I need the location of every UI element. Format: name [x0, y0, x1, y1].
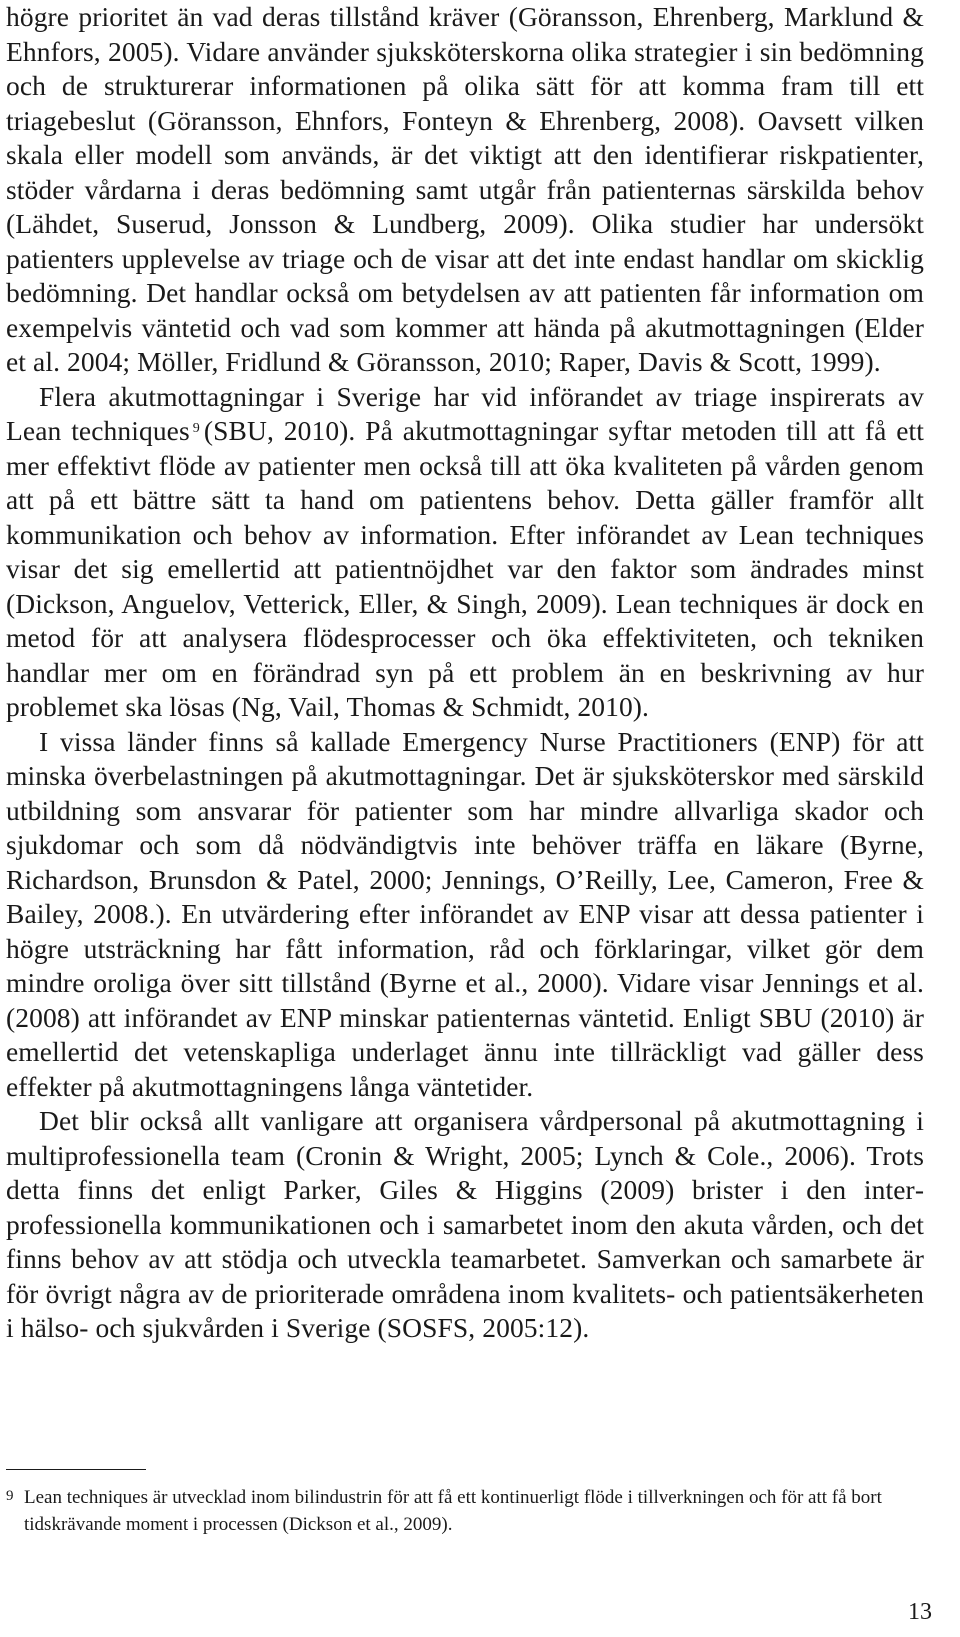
paragraph-2-start: Flera akutmottagningar i Sverige har vid införandet av triage inspirerats av Lean techniques	[6, 380, 924, 446]
footnote-text: Lean techniques är utvecklad inom bilindustrin för att få ett kontinuerligt flöde i tillverkningen och för att få bort tidskrävande moment i processen (Dickson et al., 2009).	[24, 1487, 882, 1535]
page-number: 13	[908, 1599, 932, 1625]
paragraph-2	[6, 380, 924, 725]
paragraph-3: I vissa länder finns så kallade Emergency Nurse Practitioners (ENP) för att minska överbelastningen på akutmottagningar. Det är sjuksköterskor med särskild utbildning som ansvarar för patienter som har mindre allvarliga skador och sjukdomar och som då nödvändigtvis inte behöver träffa en läkare (Byrne, Richardson, Brunsdon & Patel, 2000; Jennings, O’Reilly, Lee, Cameron, Free & Bailey, 2008.). En utvärdering efter införandet av ENP visar att dessa patienter i högre utsträckning har fått information, råd och förklaringar, vilket gör dem mindre oroliga över sitt tillstånd (Byrne et al., 2000). Vidare visar Jennings et al. (2008) att införandet av ENP minskar patienternas väntetid. Enligt SBU (2010) är emellertid det vetenskapliga underlaget ännu inte tillräckligt vad gäller dess effekter på akutmottagningens långa väntetider.	[6, 725, 924, 1102]
paragraph-1: högre prioritet än vad deras tillstånd kräver (Göransson, Ehrenberg, Marklund & Ehnfors, 2005). Vidare använder sjuksköterskorna olika strategier i sin bedömning och de strukturerar informationen på olika sätt för att komma fram till ett triagebeslut (Göransson, Ehnfors, Fonteyn & Ehrenberg, 2008). Oavsett vilken skala eller modell som används, är det viktigt att den identifierar riskpatienter, stöder vårdarna i deras bedömning samt utgår från patienternas särskilda behov (Lähdet, Suserud, Jonsson & Lundberg, 2009). Olika studier har undersökt patienters upplevelse av triage och de visar att det inte endast handlar om skicklig bedömning. Det handlar också om betydelsen av att patienten får information om exempelvis väntetid och vad som kommer att hända på akutmottagningen (Elder et al. 2004; Möller, Fridlund & Göransson, 2010; Raper, Davis & Scott, 1999).	[6, 1, 924, 377]
body-text	[6, 0, 924, 1346]
footnote-number: 9	[6, 1488, 14, 1504]
footnote-reference: 9	[192, 421, 200, 436]
footnote	[6, 1483, 924, 1538]
footnote-separator	[6, 1469, 146, 1470]
paragraph-2-rest: (SBU, 2010). På akutmottagningar syftar metoden till att få ett mer effektivt flöde av patienter men också till att öka kvaliteten på vården genom att på ett bättre sätt ta hand om patientens behov. Detta gäller framför allt kommunikation och behov av information. Efter införandet av Lean techniques visar det sig emellertid att patientnöjdhet var den faktor som ändrades minst (Dickson, Anguelov, Vetterick, Eller, & Singh, 2009). Lean techniques är dock en metod för att analysera flödesprocesser och öka effektiviteten, och tekniken handlar mer om en förändrad syn på ett problem än en beskrivning av hur problemet ska lösas (Ng, Vail, Thomas & Schmidt, 2010).	[6, 415, 925, 722]
paragraph-4: Det blir också allt vanligare att organisera vårdpersonal på akutmottagning i multiprofessionella team (Cronin & Wright, 2005; Lynch & Cole., 2006). Trots detta finns det enligt Parker, Giles & Higgins (2009) brister i den interprofessionella kommunikationen och i samarbetet inom den akuta vården, och det finns behov av att stödja och utveckla teamarbetet. Samverkan och samarbete är för övrigt några av de prioriterade områdena inom kvalitets- och patientsäkerheten i hälso- och sjukvården i Sverige (SOSFS, 2005:12).	[6, 1105, 924, 1343]
